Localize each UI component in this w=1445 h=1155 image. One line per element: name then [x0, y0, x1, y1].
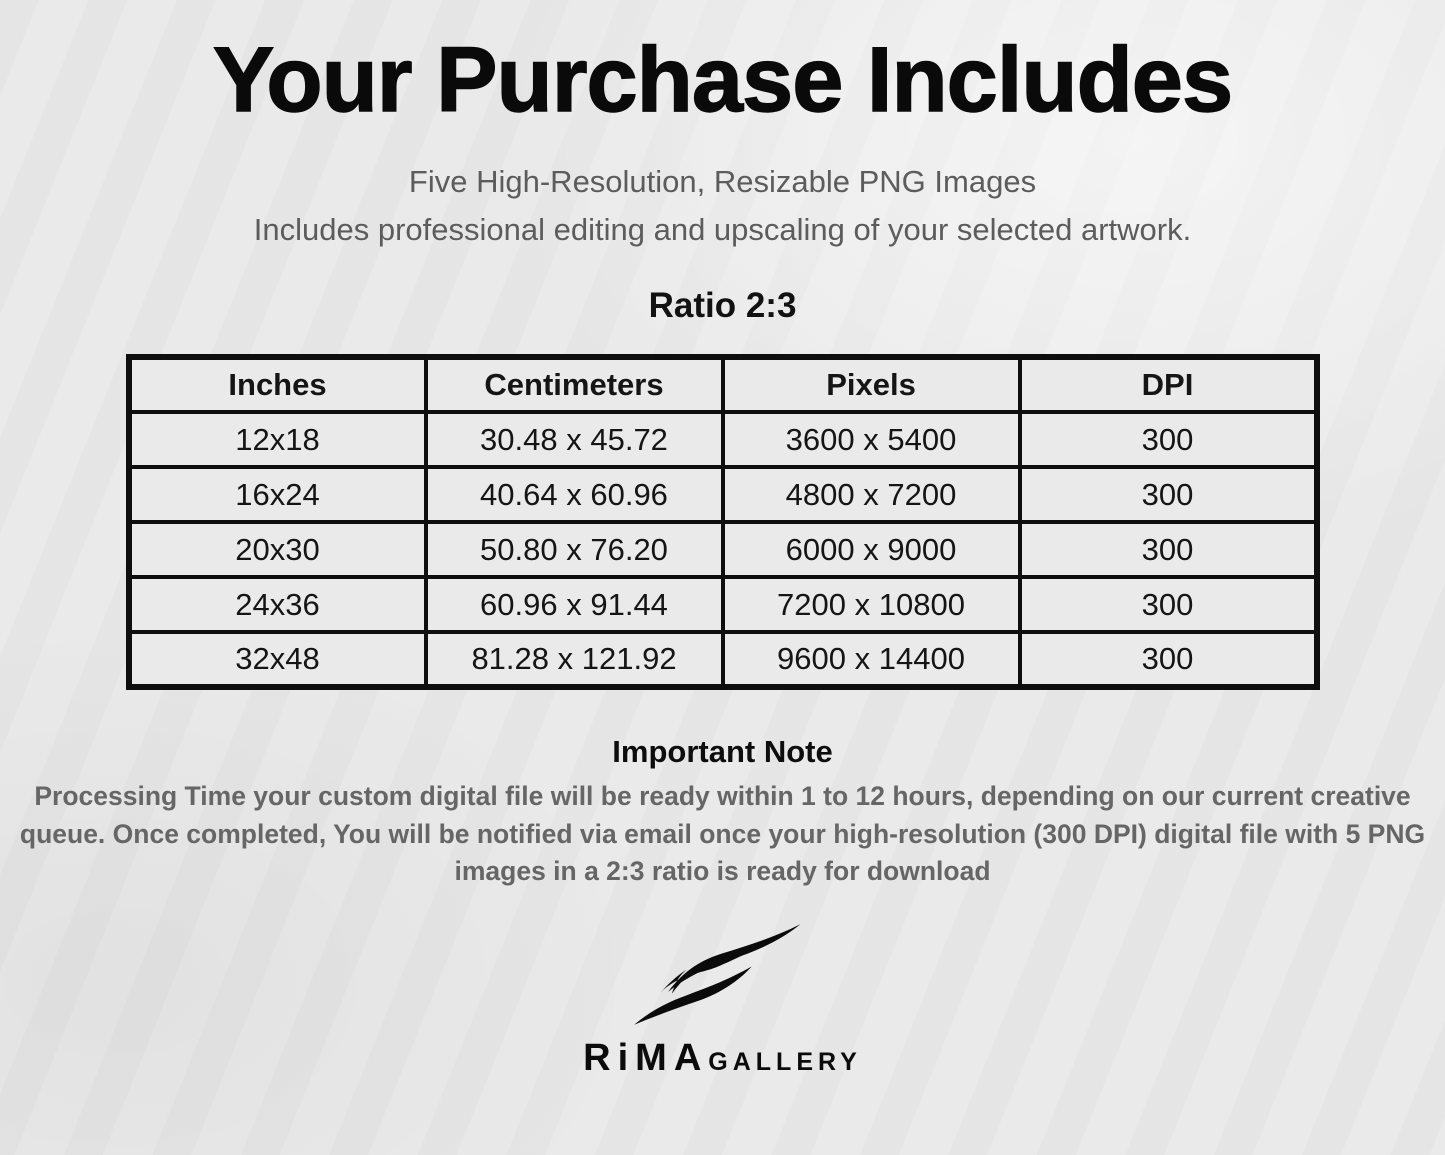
cell-centimeters: 40.64 x 60.96: [426, 467, 723, 522]
header-inches: Inches: [129, 357, 426, 412]
header-pixels: Pixels: [723, 357, 1020, 412]
brand-wordmark: [583, 1037, 862, 1080]
cell-inches: 16x24: [129, 467, 426, 522]
table-row: [129, 412, 1317, 467]
cell-pixels: 3600 x 5400: [723, 412, 1020, 467]
note-body: Processing Time your custom digital file will be ready within 1 to 12 hours, depending on our current creative queue. Once completed, You will be notified via email once your high-resolution (300 DPI) digital file with 5 PNG images in a 2:3 ratio is ready for download: [19, 781, 1426, 887]
table-row: [129, 467, 1317, 522]
cell-dpi: 300: [1020, 522, 1317, 577]
size-table-header: [129, 357, 1317, 412]
cell-inches: 32x48: [129, 632, 426, 687]
brand-suffix: GALLERY: [708, 1047, 862, 1076]
cell-pixels: 4800 x 7200: [723, 467, 1020, 522]
subtitle-line-2: Includes professional editing and upscaling of your selected artwork.: [253, 212, 1192, 248]
cell-dpi: 300: [1020, 412, 1317, 467]
cell-centimeters: 81.28 x 121.92: [426, 632, 723, 687]
table-row: [129, 577, 1317, 632]
brand-logo: [0, 913, 1445, 1080]
cell-inches: 24x36: [129, 577, 426, 632]
cell-dpi: 300: [1020, 577, 1317, 632]
double-swoosh-icon: [615, 913, 830, 1035]
cell-centimeters: 30.48 x 45.72: [426, 412, 723, 467]
brand-name: RiMA: [583, 1036, 709, 1079]
size-table-body: [129, 412, 1317, 687]
cell-inches: 12x18: [129, 412, 426, 467]
cell-centimeters: 60.96 x 91.44: [426, 577, 723, 632]
cell-dpi: 300: [1020, 632, 1317, 687]
subtitle: [0, 158, 1445, 254]
cell-pixels: 6000 x 9000: [723, 522, 1020, 577]
page-title: Your Purchase Includes: [212, 29, 1233, 131]
size-table: [126, 354, 1320, 690]
cell-centimeters: 50.80 x 76.20: [426, 522, 723, 577]
cell-inches: 20x30: [129, 522, 426, 577]
cell-pixels: 9600 x 14400: [723, 632, 1020, 687]
subtitle-line-1: Five High-Resolution, Resizable PNG Images: [408, 164, 1037, 199]
cell-dpi: 300: [1020, 467, 1317, 522]
table-row: [129, 632, 1317, 687]
header-row: [129, 357, 1317, 412]
table-row: [129, 522, 1317, 577]
ratio-heading: Ratio 2:3: [648, 286, 797, 326]
header-dpi: DPI: [1020, 357, 1317, 412]
note-heading: Important Note: [612, 734, 833, 770]
cell-pixels: 7200 x 10800: [723, 577, 1020, 632]
header-centimeters: Centimeters: [426, 357, 723, 412]
